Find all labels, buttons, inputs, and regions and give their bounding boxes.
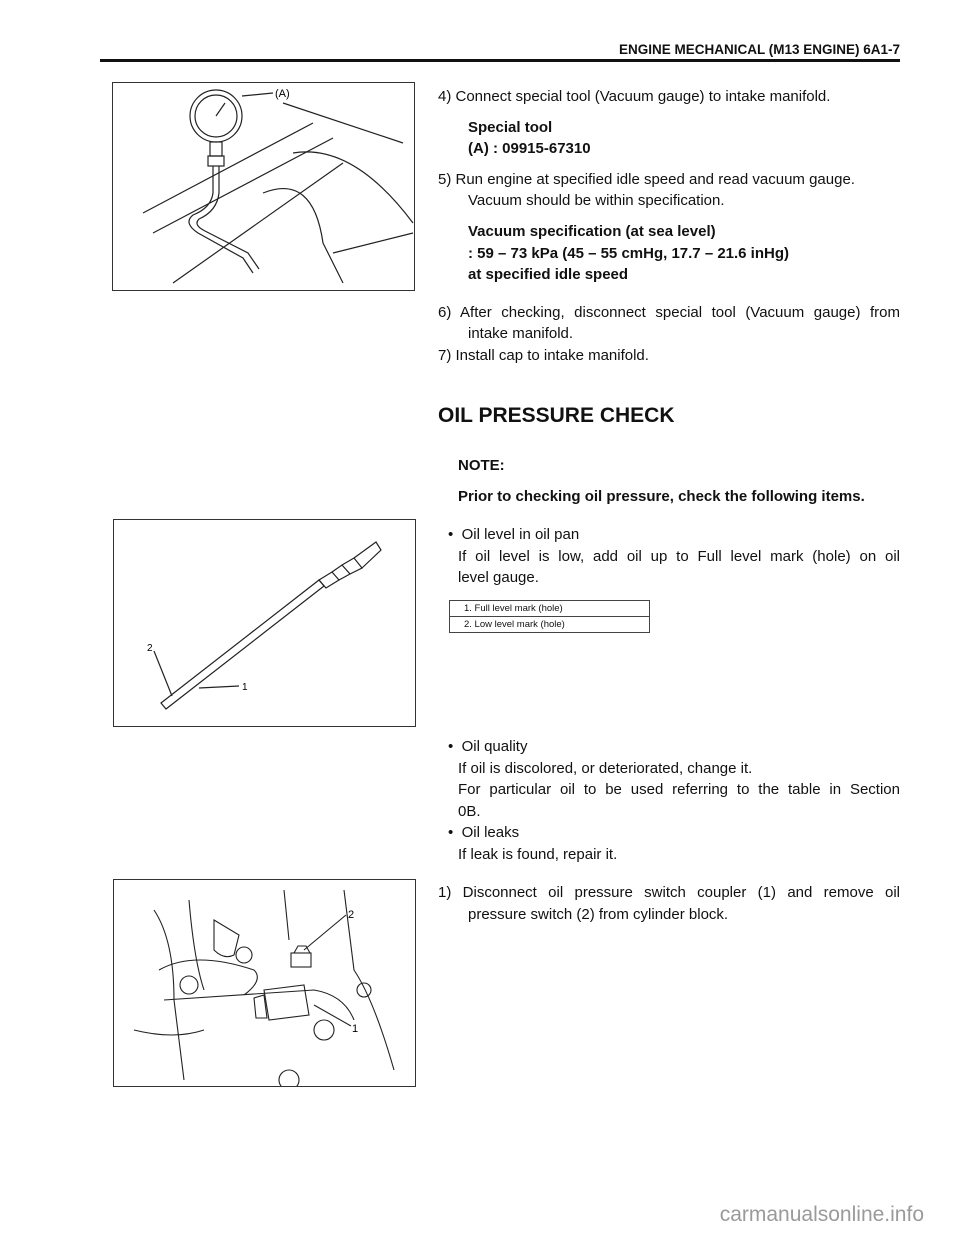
special-tool-value: (A) : 09915-67310 <box>468 140 591 158</box>
legend-row <box>450 601 650 617</box>
legend-item-1: 1. Full level mark (hole) <box>450 601 650 617</box>
step-1-line1: 1) Disconnect oil pressure switch coupler (1) and remove oil <box>438 884 900 901</box>
bullet-oil-leaks: • Oil leaks <box>448 824 520 842</box>
engine-block-illustration <box>114 880 415 1086</box>
note-block <box>438 455 900 507</box>
header-rule <box>100 59 900 62</box>
oil-level-bullet <box>438 524 900 589</box>
oil-level-line3: level gauge. <box>458 569 539 587</box>
step-5-line2: Vacuum should be within specification. <box>468 192 725 210</box>
label-1: 1 <box>242 682 248 693</box>
oil-level-gauge-figure <box>113 519 416 727</box>
oil-quality-line2: If oil is discolored, or deteriorated, change it. <box>458 759 753 777</box>
step-5-line1: 5) Run engine at specified idle speed and read vacuum gauge. <box>438 170 855 188</box>
oil-pressure-switch-figure <box>113 879 416 1087</box>
special-tool-label: Special tool <box>468 118 553 136</box>
oil-leaks-line2: If leak is found, repair it. <box>458 845 618 863</box>
step-6-line2: intake manifold. <box>468 325 574 343</box>
step-7: 7) Install cap to intake manifold. <box>438 346 649 364</box>
section-heading: OIL PRESSURE CHECK <box>438 404 675 427</box>
spec-line2: : 59 – 73 kPa (45 – 55 cmHg, 17.7 – 21.6 inHg) <box>468 244 790 262</box>
note-text: Prior to checking oil pressure, check the following items. <box>458 487 865 505</box>
legend-row <box>450 617 650 633</box>
bullet-oil-level: • Oil level in oil pan <box>448 526 580 543</box>
spec-line3: at specified idle speed <box>468 266 629 284</box>
oil-level-line2: If oil level is low, add oil up to Full level mark (hole) on oil <box>458 547 900 565</box>
page-header: ENGINE MECHANICAL (M13 ENGINE) 6A1-7 <box>618 42 900 57</box>
dipstick-illustration <box>114 520 415 726</box>
figure-label-a: (A) <box>275 88 290 100</box>
label-1: 1 <box>352 1023 359 1035</box>
vacuum-gauge-illustration <box>113 83 414 290</box>
vacuum-gauge-figure <box>112 82 415 291</box>
step-1-block <box>438 882 900 925</box>
bullet-oil-quality: • Oil quality <box>448 738 528 755</box>
watermark: carmanualsonline.info <box>719 1203 924 1226</box>
legend-table <box>449 600 650 633</box>
step-6-line1: 6) After checking, disconnect special tool (Vacuum gauge) from <box>438 303 900 321</box>
oil-quality-line4: 0B. <box>458 802 481 820</box>
label-2: 2 <box>147 643 153 654</box>
oil-quality-line3: For particular oil to be used referring to the table in Section <box>458 781 900 799</box>
bullet-title: Oil quality <box>461 738 528 755</box>
vacuum-steps <box>438 86 900 367</box>
bullet-title: Oil leaks <box>461 824 520 842</box>
oil-quality-bullets <box>438 736 900 866</box>
label-2: 2 <box>348 909 355 921</box>
note-label: NOTE: <box>458 457 505 474</box>
legend-item-2: 2. Low level mark (hole) <box>450 617 650 633</box>
bullet-title: Oil level in oil pan <box>461 526 580 543</box>
step-4: 4) Connect special tool (Vacuum gauge) to intake manifold. <box>438 88 831 105</box>
spec-line1: Vacuum specification (at sea level) <box>468 222 716 240</box>
step-1-line2: pressure switch (2) from cylinder block. <box>468 905 729 923</box>
